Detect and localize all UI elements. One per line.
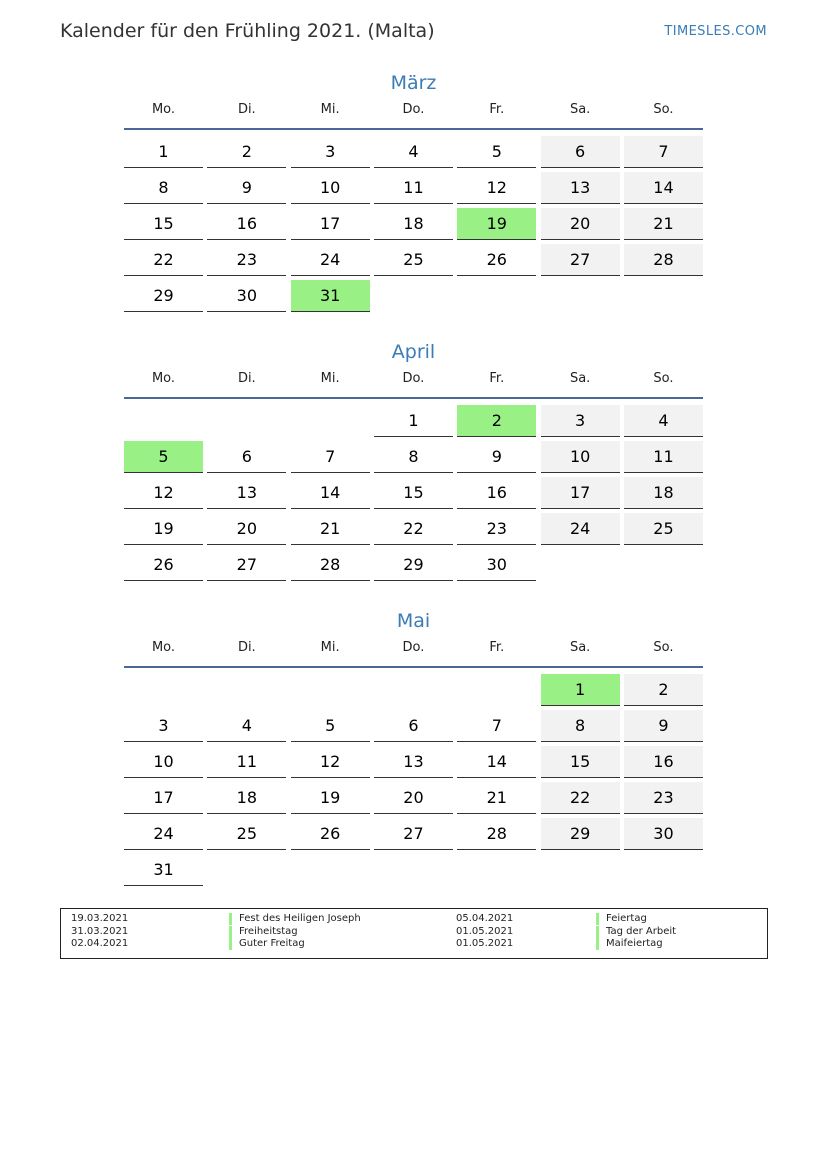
day-cell-weekend[interactable]: 9 — [624, 710, 703, 742]
day-cell-empty — [457, 674, 536, 706]
day-cell[interactable]: 10 — [291, 172, 370, 204]
day-cell[interactable]: 25 — [207, 818, 286, 850]
week-row — [124, 710, 703, 746]
weekday-label: Di. — [237, 640, 256, 655]
day-cell-weekend[interactable]: 3 — [541, 405, 620, 437]
page-title: Kalender für den Frühling 2021. (Malta) — [60, 20, 435, 42]
day-cell-empty — [207, 405, 286, 437]
week-row — [124, 818, 703, 854]
day-cell[interactable]: 25 — [374, 244, 453, 276]
day-cell-weekend[interactable]: 14 — [624, 172, 703, 204]
day-cell-empty — [207, 854, 286, 886]
calendar-grid — [124, 674, 703, 890]
weekday-label: So. — [653, 102, 674, 117]
day-cell[interactable]: 24 — [124, 818, 203, 850]
day-cell[interactable]: 12 — [291, 746, 370, 778]
day-cell-weekend[interactable]: 13 — [541, 172, 620, 204]
day-cell-weekend[interactable]: 22 — [541, 782, 620, 814]
day-cell[interactable]: 30 — [457, 549, 536, 581]
day-cell[interactable]: 28 — [457, 818, 536, 850]
day-cell[interactable]: 17 — [124, 782, 203, 814]
day-cell-holiday[interactable]: 2 — [457, 405, 536, 437]
legend-date: 31.03.2021 — [71, 926, 129, 937]
day-cell[interactable]: 26 — [124, 549, 203, 581]
day-cell[interactable]: 19 — [124, 513, 203, 545]
weekday-label: Mi. — [320, 102, 340, 117]
day-cell-weekend[interactable]: 7 — [624, 136, 703, 168]
day-cell-weekend[interactable]: 11 — [624, 441, 703, 473]
day-cell-holiday[interactable]: 5 — [124, 441, 203, 473]
day-cell-weekend[interactable]: 2 — [624, 674, 703, 706]
day-cell[interactable]: 4 — [374, 136, 453, 168]
day-cell[interactable]: 20 — [207, 513, 286, 545]
weekday-label: Do. — [402, 371, 425, 386]
day-cell-empty — [374, 280, 453, 312]
week-row — [124, 405, 703, 441]
day-cell-weekend[interactable]: 10 — [541, 441, 620, 473]
day-cell-weekend[interactable]: 30 — [624, 818, 703, 850]
weekday-label: Fr. — [489, 371, 505, 386]
weekday-header — [124, 369, 703, 389]
day-cell-weekend[interactable]: 20 — [541, 208, 620, 240]
day-cell[interactable]: 3 — [124, 710, 203, 742]
day-cell[interactable]: 24 — [291, 244, 370, 276]
day-cell[interactable]: 1 — [374, 405, 453, 437]
calendar-grid — [124, 136, 703, 316]
day-cell[interactable]: 5 — [291, 710, 370, 742]
brand-logo-text[interactable]: TIMESLES.COM — [664, 24, 767, 39]
legend-date: 05.04.2021 — [456, 913, 514, 924]
day-cell[interactable]: 18 — [374, 208, 453, 240]
weekday-label: Mi. — [320, 371, 340, 386]
day-cell-holiday[interactable]: 1 — [541, 674, 620, 706]
day-cell[interactable]: 13 — [207, 477, 286, 509]
weekday-label: Sa. — [569, 640, 591, 655]
day-cell[interactable]: 4 — [207, 710, 286, 742]
legend-name: Guter Freitag — [229, 938, 305, 950]
week-row — [124, 854, 703, 890]
weekday-label: Di. — [237, 102, 256, 117]
legend-date: 02.04.2021 — [71, 938, 129, 949]
day-cell[interactable]: 22 — [124, 244, 203, 276]
day-cell[interactable]: 8 — [124, 172, 203, 204]
weekday-label: Mo. — [151, 371, 176, 386]
day-cell-empty — [457, 854, 536, 886]
weekday-label: Mo. — [151, 640, 176, 655]
week-row — [124, 549, 703, 585]
weekday-label: Mi. — [320, 640, 340, 655]
day-cell[interactable]: 15 — [124, 208, 203, 240]
week-row — [124, 280, 703, 316]
month-march — [124, 66, 703, 316]
weekday-label: Do. — [402, 640, 425, 655]
day-cell[interactable]: 29 — [124, 280, 203, 312]
weekday-label: Fr. — [489, 640, 505, 655]
day-cell-weekend[interactable]: 25 — [624, 513, 703, 545]
day-cell[interactable]: 29 — [374, 549, 453, 581]
day-cell-empty — [291, 674, 370, 706]
day-cell[interactable]: 18 — [207, 782, 286, 814]
legend-date: 19.03.2021 — [71, 913, 129, 924]
header-divider — [124, 397, 703, 399]
day-cell[interactable]: 16 — [207, 208, 286, 240]
month-title: März — [390, 72, 437, 94]
day-cell[interactable]: 12 — [457, 172, 536, 204]
week-row — [124, 441, 703, 477]
weekday-label: So. — [653, 640, 674, 655]
weekday-header — [124, 100, 703, 120]
day-cell[interactable]: 9 — [457, 441, 536, 473]
day-cell[interactable]: 10 — [124, 746, 203, 778]
day-cell[interactable]: 9 — [207, 172, 286, 204]
header-divider — [124, 666, 703, 668]
day-cell-weekend[interactable]: 28 — [624, 244, 703, 276]
day-cell[interactable]: 12 — [124, 477, 203, 509]
legend-name: Fest des Heiligen Joseph — [229, 913, 361, 925]
legend-name: Tag der Arbeit — [596, 926, 676, 938]
day-cell[interactable]: 6 — [374, 710, 453, 742]
day-cell-weekend[interactable]: 8 — [541, 710, 620, 742]
day-cell[interactable]: 26 — [291, 818, 370, 850]
day-cell-weekend[interactable]: 6 — [541, 136, 620, 168]
day-cell-empty — [374, 674, 453, 706]
day-cell-weekend[interactable]: 21 — [624, 208, 703, 240]
legend-name: Feiertag — [596, 913, 647, 925]
month-title: April — [391, 341, 436, 363]
day-cell-empty — [541, 549, 620, 581]
day-cell-empty — [291, 405, 370, 437]
week-row — [124, 746, 703, 782]
weekday-label: Fr. — [489, 102, 505, 117]
day-cell-weekend[interactable]: 23 — [624, 782, 703, 814]
day-cell[interactable]: 20 — [374, 782, 453, 814]
day-cell[interactable]: 15 — [374, 477, 453, 509]
day-cell-weekend[interactable]: 17 — [541, 477, 620, 509]
holiday-legend — [60, 908, 768, 959]
week-row — [124, 244, 703, 280]
day-cell[interactable]: 21 — [457, 782, 536, 814]
day-cell[interactable]: 26 — [457, 244, 536, 276]
day-cell-holiday[interactable]: 19 — [457, 208, 536, 240]
weekday-label: Do. — [402, 102, 425, 117]
day-cell-weekend[interactable]: 27 — [541, 244, 620, 276]
day-cell-empty — [207, 674, 286, 706]
day-cell-weekend[interactable]: 29 — [541, 818, 620, 850]
day-cell-empty — [124, 674, 203, 706]
weekday-header — [124, 638, 703, 658]
day-cell-weekend[interactable]: 16 — [624, 746, 703, 778]
day-cell-empty — [541, 854, 620, 886]
day-cell-weekend[interactable]: 18 — [624, 477, 703, 509]
day-cell[interactable]: 23 — [207, 244, 286, 276]
day-cell-weekend[interactable]: 15 — [541, 746, 620, 778]
day-cell-empty — [291, 854, 370, 886]
day-cell-weekend[interactable]: 24 — [541, 513, 620, 545]
calendar-grid — [124, 405, 703, 585]
weekday-label: So. — [653, 371, 674, 386]
weekday-label: Di. — [237, 371, 256, 386]
day-cell[interactable]: 11 — [374, 172, 453, 204]
week-row — [124, 136, 703, 172]
day-cell[interactable]: 22 — [374, 513, 453, 545]
day-cell-empty — [541, 280, 620, 312]
day-cell[interactable]: 27 — [374, 818, 453, 850]
day-cell[interactable]: 21 — [291, 513, 370, 545]
day-cell-empty — [124, 405, 203, 437]
day-cell[interactable]: 14 — [291, 477, 370, 509]
day-cell[interactable]: 11 — [207, 746, 286, 778]
day-cell[interactable]: 28 — [291, 549, 370, 581]
week-row — [124, 513, 703, 549]
legend-date: 01.05.2021 — [456, 926, 514, 937]
day-cell[interactable]: 5 — [457, 136, 536, 168]
month-april — [124, 335, 703, 585]
day-cell-empty — [624, 280, 703, 312]
day-cell-empty — [374, 854, 453, 886]
day-cell-holiday[interactable]: 31 — [291, 280, 370, 312]
month-may — [124, 604, 703, 890]
week-row — [124, 208, 703, 244]
legend-date: 01.05.2021 — [456, 938, 514, 949]
day-cell[interactable]: 17 — [291, 208, 370, 240]
day-cell-empty — [457, 280, 536, 312]
day-cell-weekend[interactable]: 4 — [624, 405, 703, 437]
day-cell[interactable]: 31 — [124, 854, 203, 886]
day-cell[interactable]: 19 — [291, 782, 370, 814]
month-title: Mai — [396, 610, 431, 632]
day-cell-empty — [624, 549, 703, 581]
day-cell[interactable]: 13 — [374, 746, 453, 778]
day-cell[interactable]: 2 — [207, 136, 286, 168]
day-cell[interactable]: 1 — [124, 136, 203, 168]
weekday-label: Sa. — [569, 371, 591, 386]
legend-name: Freiheitstag — [229, 926, 298, 938]
day-cell-empty — [624, 854, 703, 886]
day-cell[interactable]: 7 — [457, 710, 536, 742]
week-row — [124, 477, 703, 513]
day-cell[interactable]: 7 — [291, 441, 370, 473]
day-cell[interactable]: 16 — [457, 477, 536, 509]
day-cell[interactable]: 23 — [457, 513, 536, 545]
day-cell[interactable]: 27 — [207, 549, 286, 581]
day-cell[interactable]: 3 — [291, 136, 370, 168]
day-cell[interactable]: 6 — [207, 441, 286, 473]
day-cell[interactable]: 8 — [374, 441, 453, 473]
week-row — [124, 674, 703, 710]
week-row — [124, 172, 703, 208]
weekday-label: Mo. — [151, 102, 176, 117]
day-cell[interactable]: 14 — [457, 746, 536, 778]
weekday-label: Sa. — [569, 102, 591, 117]
header-divider — [124, 128, 703, 130]
legend-name: Maifeiertag — [596, 938, 663, 950]
day-cell[interactable]: 30 — [207, 280, 286, 312]
week-row — [124, 782, 703, 818]
